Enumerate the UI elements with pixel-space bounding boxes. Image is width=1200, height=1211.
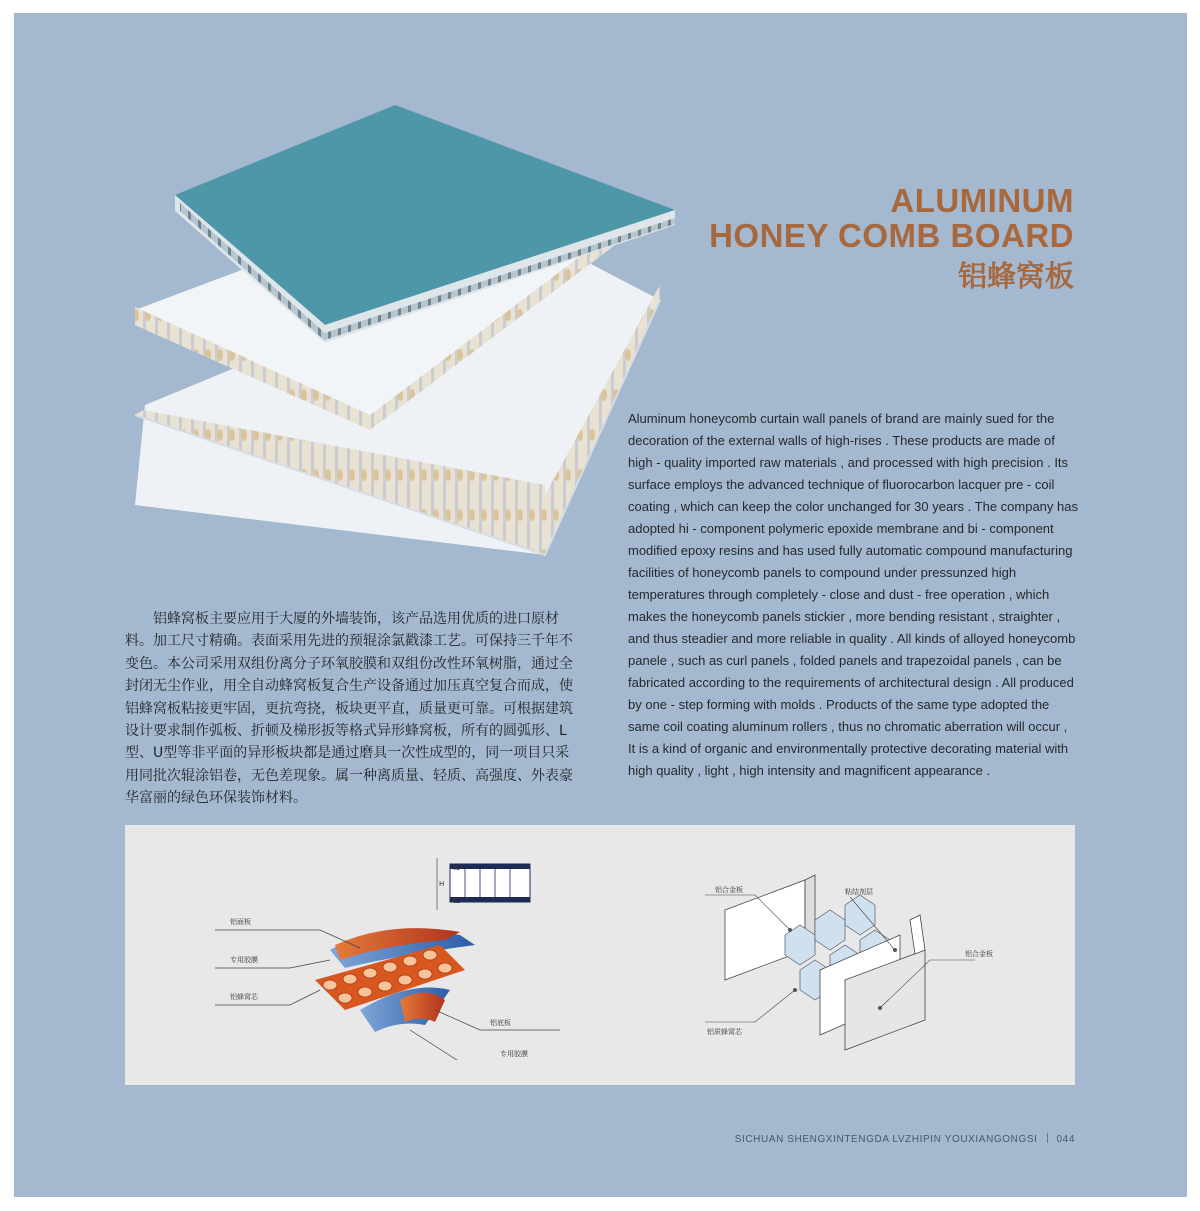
label-alloy-panel-1: 铝合金板 — [715, 886, 743, 894]
section-view — [437, 858, 530, 910]
title-line-2: HONEY COMB BOARD — [709, 217, 1074, 254]
label-aluminum-core: 铝质蜂窝芯 — [707, 1028, 742, 1036]
dim-h: H — [439, 880, 445, 888]
panel-assembly-diagram — [685, 850, 1045, 1060]
layer-structure-diagram — [210, 850, 570, 1060]
page-footer — [735, 1133, 1075, 1145]
footer-divider — [1047, 1133, 1048, 1143]
label-film-2: 专用胶膜 — [500, 1050, 528, 1058]
dim-t1: t1 — [453, 864, 461, 872]
title-line-1: ALUMINUM — [890, 182, 1074, 219]
title-chinese: 铝蜂窝板 — [957, 259, 1074, 293]
label-alloy-panel-2: 铝合金板 — [965, 950, 993, 958]
description-chinese: 铝蜂窝板主要应用于大厦的外墙装饰，该产品选用优质的进口原材料。加工尺寸精确。表面采用先进的预辊涂氯戳漆工艺。可保持三千年不变色。本公司采用双组份离分子环氧胶膜和双组份改性环氧树脂，通过全封闭无尘作业，用全自动蜂窝板复合生产设备通过加压真空复合而成，使铝蜂窝板粘接更牢固，更抗弯挠，板块更平直，质量更可靠。可根据建筑设计要求制作弧板、折顿及梯形扳等格式异形蜂窝板，所有的圆弧形、L型、U型等非平面的异形板块都是通过磨具一次性成型的，同一项目只采用同批次辊涂铝卷，无色差现象。属一种离质量、轻质、高强度、外表豪华富丽的绿色环保装饰材料。 — [125, 611, 573, 807]
label-bottom-panel: 铝底板 — [490, 1019, 511, 1027]
description-english: Aluminum honeycomb curtain wall panels of brand are mainly sued for the decoration of the external walls of high-rises . These products are made of high - quality imported raw materials , and processed with high precision . Its surface employs the advanced technique of fluorocarbon lacquer pre - coil coating , which can keep the color unchanged for 30 years . The company has adopted hi - component polymeric epoxide membrane and bi - component modified epoxy resins and has used fully automatic compound manufacturing facilities of honeycomb panels to compound under pressunzed high temperatures through completely - close and dust - free operation , which makes the honeycomb panels stickier , more bending resistant , straighter , and thus steadier and more reliable in quality . All kinds of alloyed honeycomb panele , such as curl panels , folded panels and trapezoidal panels , can be fabricated according to the requirements of architectural design . All produced by one - step forming with molds . Products of the same type adopted the same coil coating aluminum rollers , thus no chromatic aberration will occur , It is a kind of organic and environmentally protective decorating material with high quality , light , high intensity and magnificent appearance . — [628, 411, 1078, 778]
footer-company: SICHUAN SHENGXINTENGDA LVZHIPIN YOUXIANGONGSI — [734, 1134, 1038, 1145]
label-film-1: 专用胶膜 — [230, 956, 258, 964]
label-adhesive-layer: 粘结剂层 — [845, 888, 873, 896]
label-core: 铝蜂窝芯 — [230, 993, 258, 1001]
title-english — [709, 183, 1074, 253]
page-number: 044 — [1056, 1134, 1075, 1145]
dim-t2: t2 — [453, 897, 461, 905]
label-top-panel: 铝面板 — [230, 918, 251, 926]
diagram-panel — [125, 825, 1075, 1085]
product-photo — [115, 85, 675, 565]
